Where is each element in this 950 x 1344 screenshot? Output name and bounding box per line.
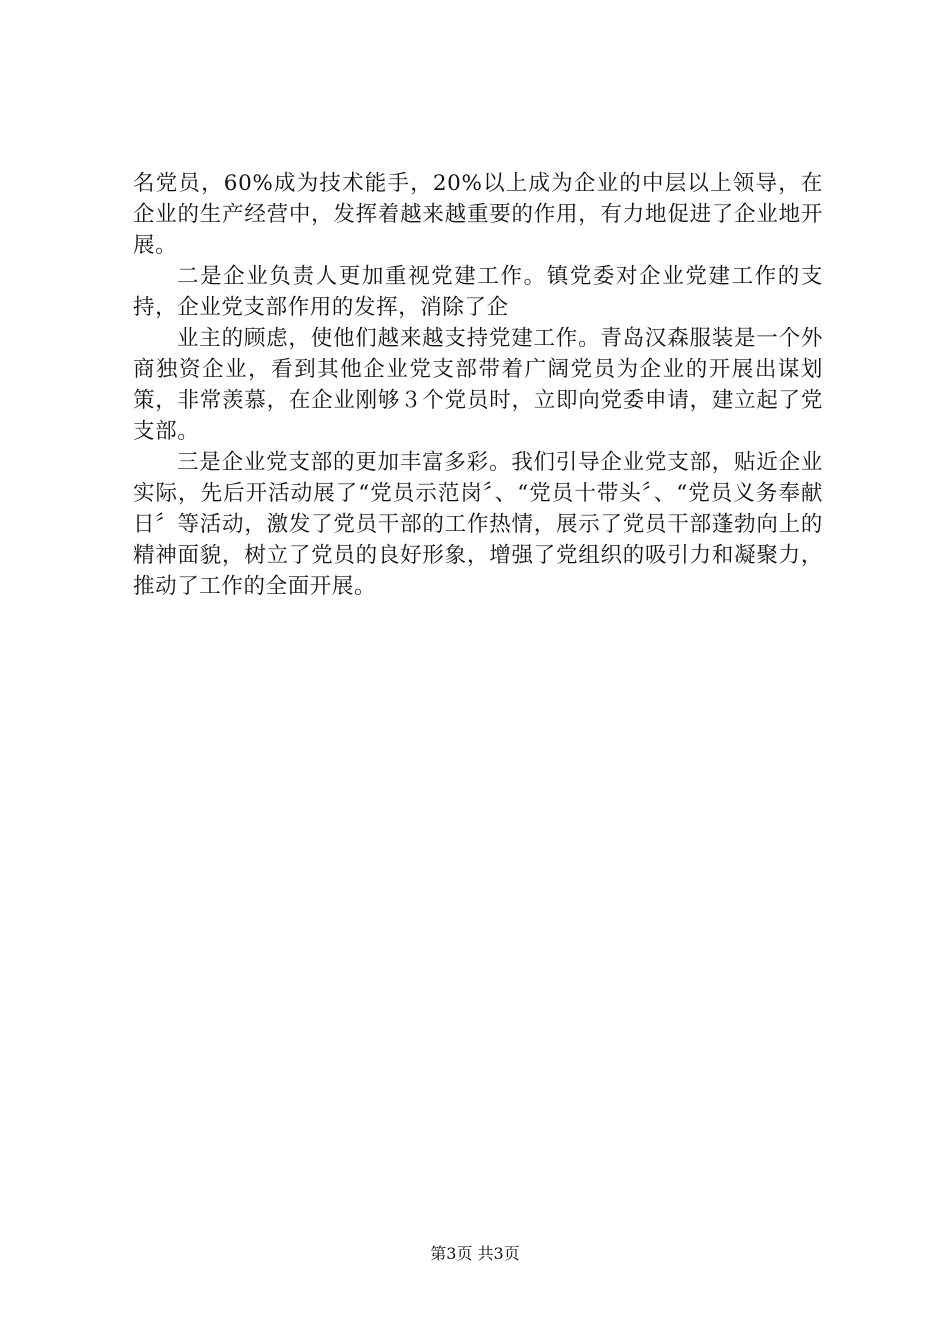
paragraph-second-point-continued: 业主的顾虑，使他们越来越支持党建工作。青岛汉森服装是一个外商独资企业，看到其他企业党支部带着广阔党员为企业的开展出谋划策，非常羡慕，在企业刚够３个党员时，立即向党委申请，建立起了党支部。 [133, 326, 823, 444]
page-footer [0, 1244, 950, 1264]
document-body [133, 168, 823, 602]
paragraph-second-point: 二是企业负责人更加重视党建工作。镇党委对企业党建工作的支持，企业党支部作用的发挥，消除了企 [133, 264, 823, 320]
paragraph-continuation: 名党员，60%成为技术能手，20%以上成为企业的中层以上领导，在企业的生产经营中，发挥着越来越重要的作用，有力地促进了企业地开展。 [133, 171, 823, 258]
page-number: 第3页 共3页 [430, 1244, 520, 1263]
paragraph-third-point: 三是企业党支部的更加丰富多彩。我们引导企业党支部，贴近企业实际，先后开活动展了“党员示范岗〞、“党员十带头〞、“党员义务奉献日〞等活动，激发了党员干部的工作热情，展示了党员干部蓬勃向上的精神面貌，树立了党员的良好形象，增强了党组织的吸引力和凝聚力，推动了工作的全面开展。 [133, 450, 823, 599]
